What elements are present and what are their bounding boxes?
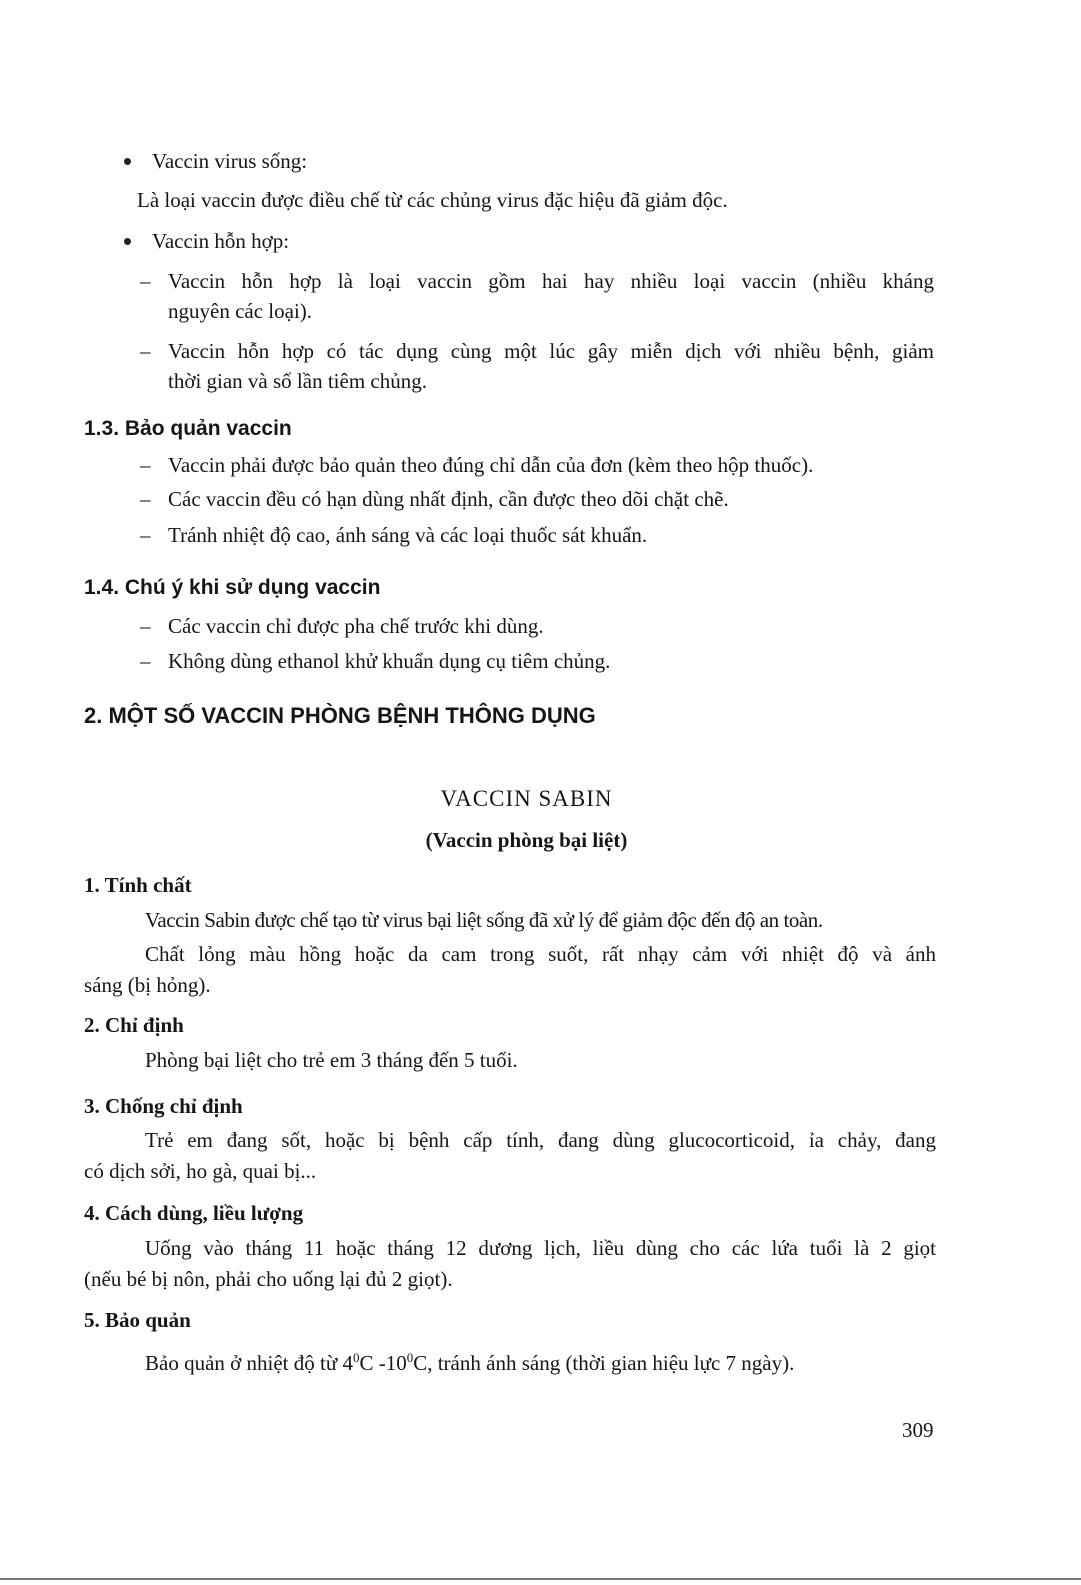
dash-icon: – — [140, 339, 151, 363]
dash-icon: – — [140, 523, 151, 547]
subsection-heading: 2. Chỉ định — [84, 1013, 184, 1037]
superscript: 0 — [352, 1350, 360, 1365]
section-heading-1-3: 1.3. Bảo quản vaccin — [84, 417, 292, 440]
list-item: Không dùng ethanol khử khuẩn dụng cụ tiêm chủng. — [168, 649, 611, 673]
dash-icon: – — [140, 453, 151, 477]
list-item: Vaccin hỗn hợp là loại vaccin gồm hai hay nhiều loại vaccin (nhiều kháng — [168, 269, 934, 293]
section-heading-1-4: 1.4. Chú ý khi sử dụng vaccin — [84, 576, 381, 599]
bullet-title: Vaccin hỗn hợp: — [152, 229, 290, 253]
dash-icon: – — [140, 487, 151, 511]
subsection-heading: 4. Cách dùng, liều lượng — [84, 1201, 304, 1225]
subsection-heading: 5. Bảo quản — [84, 1308, 191, 1332]
paragraph — [145, 1345, 794, 1376]
bullet-icon — [124, 158, 131, 165]
text-run: C, tránh ánh sáng (thời gian hiệu lực 7 ngày). — [413, 1351, 795, 1375]
list-item: Vaccin hỗn hợp có tác dụng cùng một lúc gây miễn dịch với nhiều bệnh, giảm — [168, 339, 934, 363]
dash-icon: – — [140, 269, 151, 293]
list-item: Vaccin phải được bảo quản theo đúng chỉ dẫn của đơn (kèm theo hộp thuốc). — [168, 453, 814, 477]
list-item: Các vaccin chỉ được pha chế trước khi dùng. — [168, 614, 544, 638]
list-item-continuation: nguyên các loại). — [168, 299, 313, 323]
text-run: Bảo quản ở nhiệt độ từ 4 — [145, 1351, 353, 1375]
paragraph: Phòng bại liệt cho trẻ em 3 tháng đến 5 tuổi. — [145, 1048, 518, 1072]
scan-edge — [0, 1578, 1081, 1580]
paragraph: Trẻ em đang sốt, hoặc bị bệnh cấp tính, đang dùng glucocorticoid, ỉa chảy, đang — [145, 1128, 936, 1152]
dash-icon: – — [140, 649, 151, 673]
paragraph: Là loại vaccin được điều chế từ các chủng virus đặc hiệu đã giảm độc. — [137, 188, 728, 212]
paragraph-continuation: sáng (bị hỏng). — [84, 973, 211, 997]
bullet-icon — [124, 238, 131, 245]
text-run: C -10 — [359, 1351, 407, 1375]
paragraph: Vaccin Sabin được chế tạo từ virus bại liệt sống đã xử lý để giảm độc đến độ an toàn. — [145, 908, 823, 932]
page-number: 309 — [902, 1418, 934, 1442]
paragraph-continuation: có dịch sởi, ho gà, quai bị... — [84, 1159, 317, 1183]
subsection-heading: 3. Chống chỉ định — [84, 1094, 243, 1118]
paragraph: Chất lỏng màu hồng hoặc da cam trong suốt, rất nhạy cảm với nhiệt độ và ánh — [145, 942, 936, 966]
list-item: Tránh nhiệt độ cao, ánh sáng và các loại thuốc sát khuẩn. — [168, 523, 648, 547]
paragraph: Uống vào tháng 11 hoặc tháng 12 dương lịch, liều dùng cho các lứa tuổi là 2 giọt — [145, 1236, 936, 1260]
subsection-heading: 1. Tính chất — [84, 873, 192, 897]
list-item: Các vaccin đều có hạn dùng nhất định, cần được theo dõi chặt chẽ. — [168, 487, 729, 511]
superscript: 0 — [406, 1350, 414, 1365]
section-heading-2: 2. MỘT SỐ VACCIN PHÒNG BỆNH THÔNG DỤNG — [84, 703, 596, 728]
bullet-title: Vaccin virus sống: — [152, 149, 308, 173]
dash-icon: – — [140, 614, 151, 638]
paragraph-continuation: (nếu bé bị nôn, phải cho uống lại đủ 2 giọt). — [84, 1267, 453, 1291]
list-item-continuation: thời gian và số lần tiêm chủng. — [168, 369, 427, 393]
monograph-subtitle: (Vaccin phòng bại liệt) — [425, 828, 628, 852]
monograph-title: VACCIN SABIN — [440, 786, 613, 811]
